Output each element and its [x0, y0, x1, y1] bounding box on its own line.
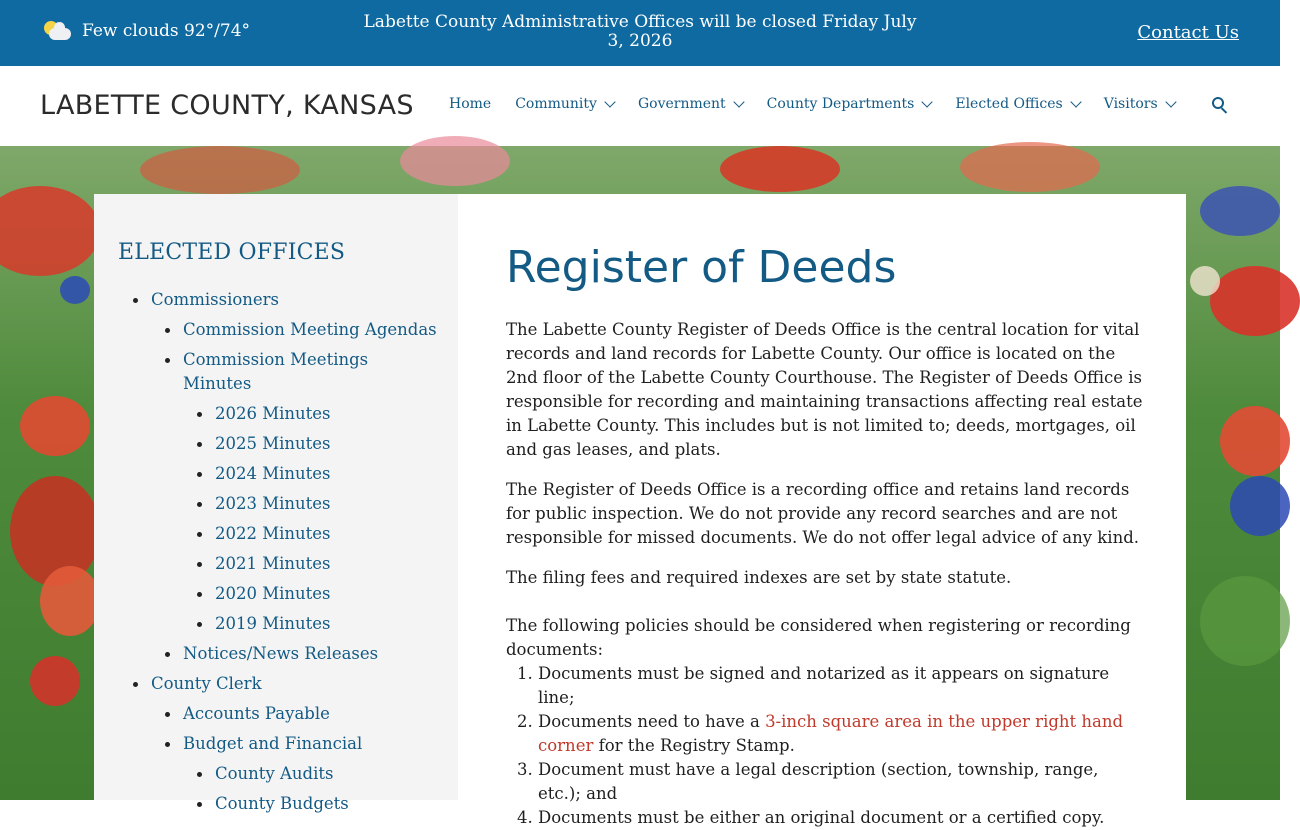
nav-government[interactable]: Government: [638, 96, 743, 112]
list-item: 4. Documents must be either an original document or a certified copy.: [538, 806, 1146, 830]
sidebar-item-label: County Clerk: [151, 674, 262, 693]
bullet-icon: [165, 652, 170, 657]
sidebar-item[interactable]: [94, 288, 458, 312]
paragraph: The filing fees and required indexes are set by state statute.: [506, 568, 1012, 587]
search-icon[interactable]: [1212, 97, 1228, 113]
sidebar-item[interactable]: [94, 792, 458, 816]
site-header: [0, 66, 1280, 146]
sidebar-item-label: County Budgets: [215, 794, 349, 813]
sidebar-item[interactable]: [94, 462, 458, 486]
bullet-icon: [197, 472, 202, 477]
list-item: 2. Documents need to have a 3-inch square area in the upper right hand corner for the Registry Stamp.: [538, 710, 1146, 758]
bullet-icon: [165, 358, 170, 363]
weather-text: Few clouds 92°/74°: [82, 21, 251, 41]
nav-county-departments[interactable]: County Departments: [767, 96, 932, 112]
paragraph: The Register of Deeds Office is a recording office and retains land records for public inspection. We do not provide any record searches and are not responsible for missed documents. We do not offer legal advice of any kind.: [506, 480, 1140, 547]
alert-bar: [0, 0, 1280, 66]
sidebar-item-label: Commission Meeting Agendas: [183, 320, 437, 339]
sidebar-item-label: 2019 Minutes: [215, 614, 331, 633]
sidebar-item-label: Budget and Financial: [183, 734, 363, 753]
sidebar-item[interactable]: [94, 432, 458, 456]
chevron-down-icon: [922, 96, 933, 107]
list-item: 1. Documents must be signed and notarized as it appears on signature line;: [538, 662, 1146, 710]
list-item: 3. Document must have a legal description (section, township, range, etc.); and: [538, 758, 1146, 806]
sidebar-list: [94, 288, 458, 822]
sidebar-item-label: 2022 Minutes: [215, 524, 331, 543]
sidebar-item-label: 2024 Minutes: [215, 464, 331, 483]
chevron-down-icon: [1070, 96, 1081, 107]
sidebar-item[interactable]: [94, 402, 458, 426]
sidebar-item[interactable]: [94, 492, 458, 516]
sidebar-item-label: 2026 Minutes: [215, 404, 331, 423]
nav-community[interactable]: Community: [515, 96, 614, 112]
sidebar-item[interactable]: [94, 732, 458, 756]
sidebar-item-label: County Audits: [215, 764, 334, 783]
sidebar-item[interactable]: [94, 522, 458, 546]
bullet-icon: [197, 622, 202, 627]
paragraph: The Labette County Register of Deeds Office is the central location for vital records and land records for Labette County. Our office is located on the 2nd floor of the Labette County Courthouse. The Register of Deeds Office is responsible for recording and maintaining transactions affecting real estate in Labette County. This includes but is not limited to; deeds, mortgages, oil and gas leases, and plats.: [506, 320, 1143, 459]
bullet-icon: [197, 772, 202, 777]
registry-stamp-link[interactable]: 3-inch square area in the upper right hand corner: [538, 712, 1124, 755]
partly-cloudy-icon: [42, 19, 72, 43]
paragraph: The following policies should be considered when registering or recording documents:: [506, 616, 1131, 659]
sidebar-item-label: 2021 Minutes: [215, 554, 331, 573]
chevron-down-icon: [733, 96, 744, 107]
bullet-icon: [197, 802, 202, 807]
site-title[interactable]: LABETTE COUNTY, KANSAS: [40, 90, 414, 121]
contact-us-link[interactable]: Contact Us: [1137, 22, 1239, 43]
bullet-icon: [197, 412, 202, 417]
policies-list: [506, 662, 1146, 830]
bullet-icon: [133, 682, 138, 687]
chevron-down-icon: [604, 96, 615, 107]
sidebar-item[interactable]: [94, 642, 458, 666]
bullet-icon: [133, 298, 138, 303]
sidebar-item-label: 2020 Minutes: [215, 584, 331, 603]
sidebar-item[interactable]: [94, 582, 458, 606]
sidebar-item[interactable]: [94, 672, 458, 696]
bullet-icon: [165, 712, 170, 717]
main-nav: [449, 96, 1199, 112]
sidebar-item-label: 2025 Minutes: [215, 434, 331, 453]
sidebar-item-label: Commissioners: [151, 290, 280, 309]
page-title: Register of Deeds: [506, 242, 897, 293]
sidebar-item-label: 2023 Minutes: [215, 494, 331, 513]
article-body: [506, 318, 1146, 830]
bullet-icon: [197, 532, 202, 537]
nav-home[interactable]: Home: [449, 96, 492, 112]
bullet-icon: [197, 562, 202, 567]
sidebar-item-label: Accounts Payable: [183, 704, 330, 723]
main-content: [458, 194, 1186, 827]
sidebar-heading: ELECTED OFFICES: [118, 240, 346, 265]
bullet-icon: [197, 592, 202, 597]
sidebar-item-label: Notices/News Releases: [183, 644, 379, 663]
sidebar-item[interactable]: [94, 552, 458, 576]
bullet-icon: [165, 328, 170, 333]
sidebar-item[interactable]: [94, 612, 458, 636]
bullet-icon: [165, 742, 170, 747]
sidebar-item[interactable]: [94, 702, 458, 726]
weather-widget: [42, 19, 250, 43]
bullet-icon: [197, 442, 202, 447]
nav-visitors[interactable]: Visitors: [1104, 96, 1175, 112]
sidebar-item[interactable]: [94, 348, 384, 396]
nav-elected-offices[interactable]: Elected Offices: [955, 96, 1079, 112]
sidebar-nav: [94, 194, 458, 813]
sidebar-item[interactable]: [94, 762, 458, 786]
sidebar-item[interactable]: [94, 318, 458, 342]
closure-alert: Labette County Administrative Offices will be closed Friday July 3, 2026: [363, 12, 917, 51]
chevron-down-icon: [1165, 96, 1176, 107]
sidebar-item-label: Commission Meetings Minutes: [183, 350, 369, 393]
bullet-icon: [197, 502, 202, 507]
